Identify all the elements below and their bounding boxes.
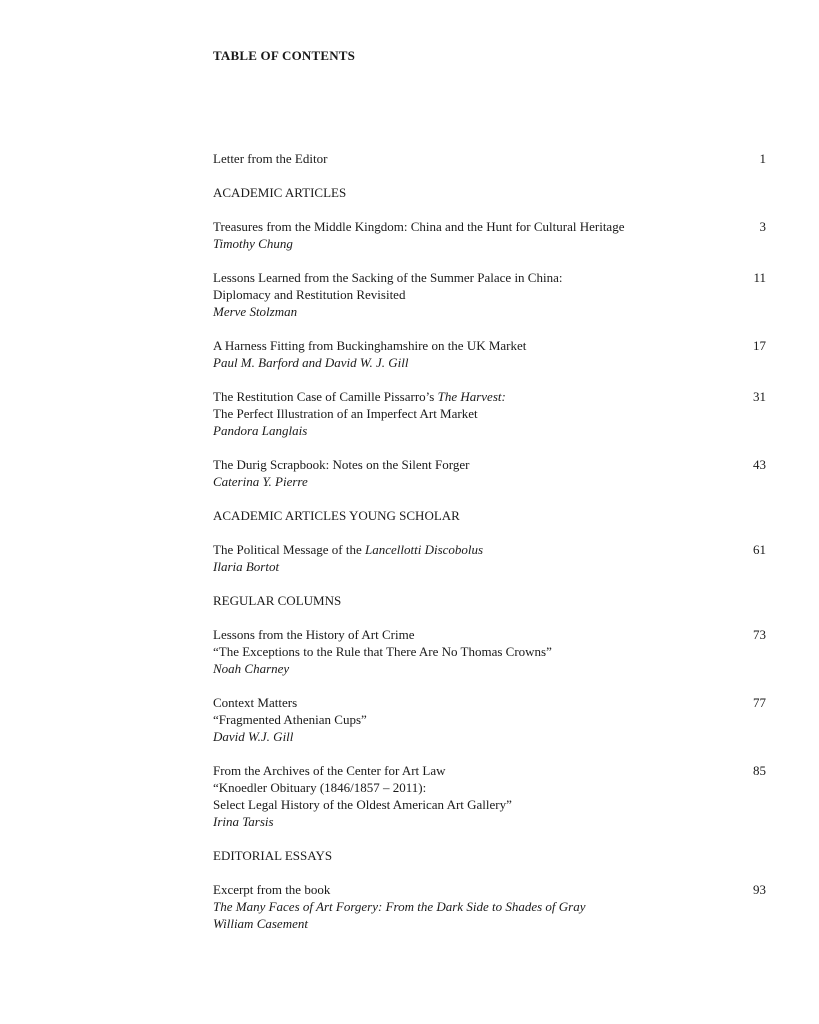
toc-entry-stolzman[interactable] [213, 269, 766, 320]
section-heading-academic: ACADEMIC ARTICLES [213, 185, 347, 200]
entry-title-italic: The Harvest: [437, 389, 506, 404]
entry-page-number: 31 [753, 389, 766, 404]
toc-entry-langlais[interactable] [213, 388, 766, 439]
entry-title: Treasures from the Middle Kingdom: China and the Hunt for Cultural Heritage [213, 219, 625, 234]
toc-list [213, 150, 766, 932]
entry-page-number: 17 [753, 338, 766, 353]
entry-title-line-1: Lessons Learned from the Sacking of the Summer Palace in China: [213, 270, 563, 285]
entry-title [213, 541, 766, 558]
entry-title: A Harness Fitting from Buckinghamshire on the UK Market [213, 338, 527, 353]
page-title: TABLE OF CONTENTS [213, 48, 356, 63]
toc-entry-bortot[interactable] [213, 541, 766, 575]
entry-page-number: 85 [753, 763, 766, 778]
entry-title-line-2: “The Exceptions to the Rule that There Are No Thomas Crowns” [213, 644, 552, 659]
entry-page-number: 1 [759, 151, 766, 166]
entry-title-line-2 [213, 898, 766, 915]
entry-title-line-1: Context Matters [213, 695, 298, 710]
entry-title: Letter from the Editor [213, 151, 328, 166]
entry-title-line-2: The Perfect Illustration of an Imperfect Art Market [213, 406, 478, 421]
entry-title-line-1 [213, 388, 766, 405]
entry-title-line-3: Select Legal History of the Oldest American Art Gallery” [213, 797, 512, 812]
entry-title-line-1: Excerpt from the book [213, 882, 331, 897]
entry-title-prefix: The Restitution Case of Camille Pissarro’s [213, 389, 438, 404]
toc-entry-pierre[interactable] [213, 456, 766, 490]
entry-author: Timothy Chung [213, 236, 293, 251]
entry-author: Paul M. Barford and David W. J. Gill [213, 355, 409, 370]
toc-entry-casement[interactable] [213, 881, 766, 932]
entry-title-italic: The Many Faces of Art Forgery: From the Dark Side to Shades of Gray [213, 899, 586, 914]
toc-entry-gill[interactable] [213, 694, 766, 745]
entry-title-line-1: Lessons from the History of Art Crime [213, 627, 415, 642]
entry-author: Noah Charney [213, 661, 290, 676]
entry-title-italic: Lancellotti Discobolus [365, 542, 484, 557]
toc-entry-chung[interactable] [213, 218, 766, 252]
entry-page-number: 61 [753, 542, 766, 557]
entry-title-line-2: Diplomacy and Restitution Revisited [213, 287, 406, 302]
entry-title-line-1: From the Archives of the Center for Art Law [213, 763, 446, 778]
entry-author: David W.J. Gill [213, 729, 294, 744]
entry-author: Caterina Y. Pierre [213, 474, 308, 489]
entry-title-line-2: “Knoedler Obituary (1846/1857 – 2011): [213, 780, 427, 795]
entry-author: William Casement [213, 916, 308, 931]
entry-page-number: 93 [753, 882, 766, 897]
entry-page-number: 77 [753, 695, 766, 710]
section-heading-editorial: EDITORIAL ESSAYS [213, 848, 333, 863]
entry-title: The Durig Scrapbook: Notes on the Silent Forger [213, 457, 470, 472]
toc-entry-barford[interactable] [213, 337, 766, 371]
entry-author: Pandora Langlais [213, 423, 308, 438]
entry-page-number: 11 [753, 270, 766, 285]
entry-author: Ilaria Bortot [213, 559, 280, 574]
entry-title-prefix: The Political Message of the [213, 542, 365, 557]
toc-entry-charney[interactable] [213, 626, 766, 677]
entry-author: Irina Tarsis [213, 814, 274, 829]
section-heading-regular: REGULAR COLUMNS [213, 593, 342, 608]
section-heading-young-scholar: ACADEMIC ARTICLES YOUNG SCHOLAR [213, 508, 460, 523]
toc-entry-tarsis[interactable] [213, 762, 766, 830]
entry-page-number: 3 [759, 219, 766, 234]
entry-title-line-2: “Fragmented Athenian Cups” [213, 712, 367, 727]
entry-page-number: 43 [753, 457, 766, 472]
toc-entry-letter[interactable] [213, 150, 766, 167]
entry-page-number: 73 [753, 627, 766, 642]
entry-author: Merve Stolzman [213, 304, 298, 319]
